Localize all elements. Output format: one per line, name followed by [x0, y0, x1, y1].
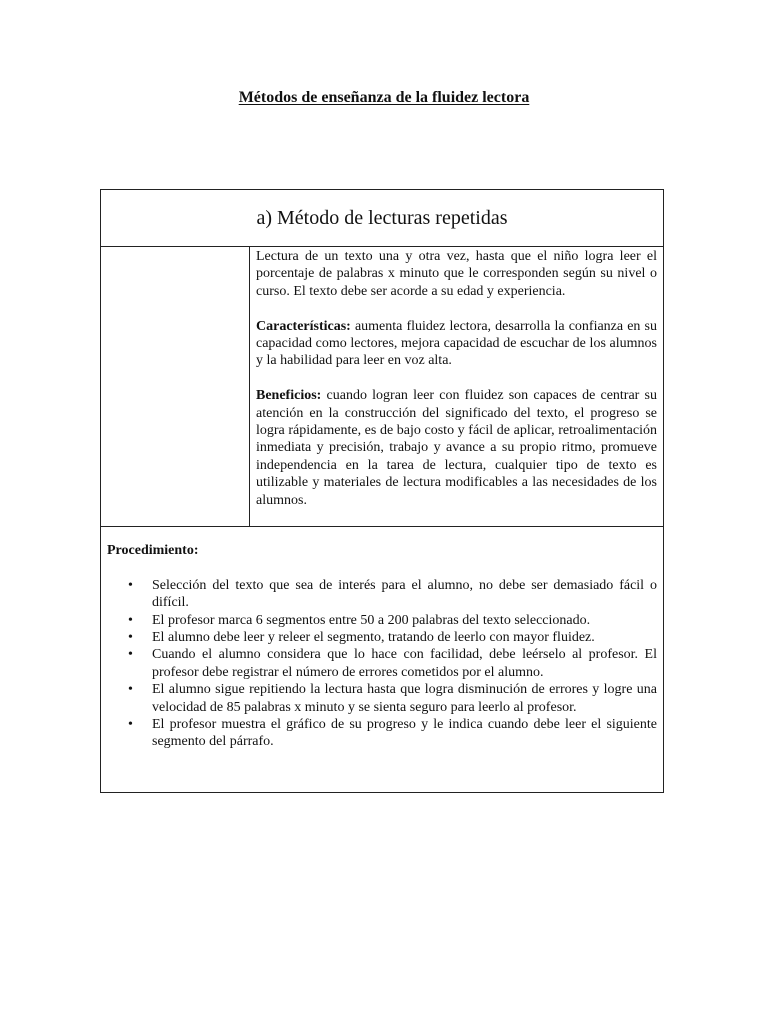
- bullet-icon: •: [128, 717, 133, 733]
- page-title: [0, 88, 768, 108]
- method-table: [100, 189, 664, 793]
- method-heading: a) Método de lecturas repetidas: [101, 190, 663, 247]
- procedure-step: [107, 646, 657, 681]
- procedure-step: [107, 577, 657, 612]
- bullet-icon: •: [128, 647, 133, 663]
- procedure-step-text: El profesor muestra el gráfico de su progreso y le indica cuando debe leer el siguiente segmento del párrafo.: [152, 717, 657, 750]
- procedure-step: [107, 629, 657, 646]
- procedure-step-text: El alumno debe leer y releer el segmento, tratando de leerlo con mayor fluidez.: [152, 630, 595, 646]
- procedure-step-text: Cuando el alumno considera que lo hace con facilidad, debe leérselo al profesor. El profesor debe registrar el número de errores cometidos por el alumno.: [152, 647, 657, 680]
- procedure-title: Procedimiento:: [107, 543, 199, 558]
- method-details-cell: [250, 247, 663, 526]
- empty-left-cell: [101, 247, 250, 526]
- bullet-icon: •: [128, 612, 133, 628]
- procedure-cell: [101, 526, 663, 792]
- procedure-step-text: Selección del texto que sea de interés para el alumno, no debe ser demasiado fácil o difícil.: [152, 577, 657, 611]
- procedure-step: [107, 612, 657, 629]
- benefits-paragraph: [256, 387, 657, 509]
- benefits-text: cuando logran leer con fluidez son capaces de centrar su atención en la construcción del significado del texto, el progreso se logra rápidamente, es de bajo costo y fácil de aplicar, retroalimentación inmediata y precisión, trabajo y avance a su propio ritmo, promueve independencia en la tarea de lectura, cualquier tipo de texto es utilizable y materiales de lectura modificables a las necesidades de los alumnos.: [256, 388, 657, 508]
- procedure-step-text: El profesor marca 6 segmentos entre 50 a 200 palabras del texto seleccionado.: [152, 612, 591, 628]
- bullet-icon: •: [128, 630, 133, 646]
- characteristics-paragraph: [256, 318, 657, 370]
- characteristics-label: Características:: [256, 318, 351, 334]
- method-description: Lectura de un texto una y otra vez, hasta que el niño logra leer el porcentaje de palabras x minuto que le corresponden según su nivel o curso. El texto debe ser acorde a su edad y experiencia.: [256, 249, 657, 299]
- procedure-step-text: El alumno sigue repitiendo la lectura hasta que logra disminución de errores y logre una velocidad de 85 palabras x minuto y se sienta seguro para leerlo al profesor.: [152, 682, 657, 715]
- bullet-icon: •: [128, 577, 133, 593]
- procedure-step: [107, 716, 657, 751]
- characteristics-text: aumenta fluidez lectora, desarrolla la confianza en su capacidad como lectores, mejora capacidad de escuchar de los alumnos y la habilidad para leer en voz alta.: [256, 318, 657, 369]
- procedure-steps-list: [107, 577, 657, 751]
- bullet-icon: •: [128, 682, 133, 698]
- benefits-label: Beneficios:: [256, 388, 322, 404]
- procedure-step: [107, 681, 657, 716]
- page-title-text: Métodos de enseñanza de la fluidez lectora: [238, 89, 530, 106]
